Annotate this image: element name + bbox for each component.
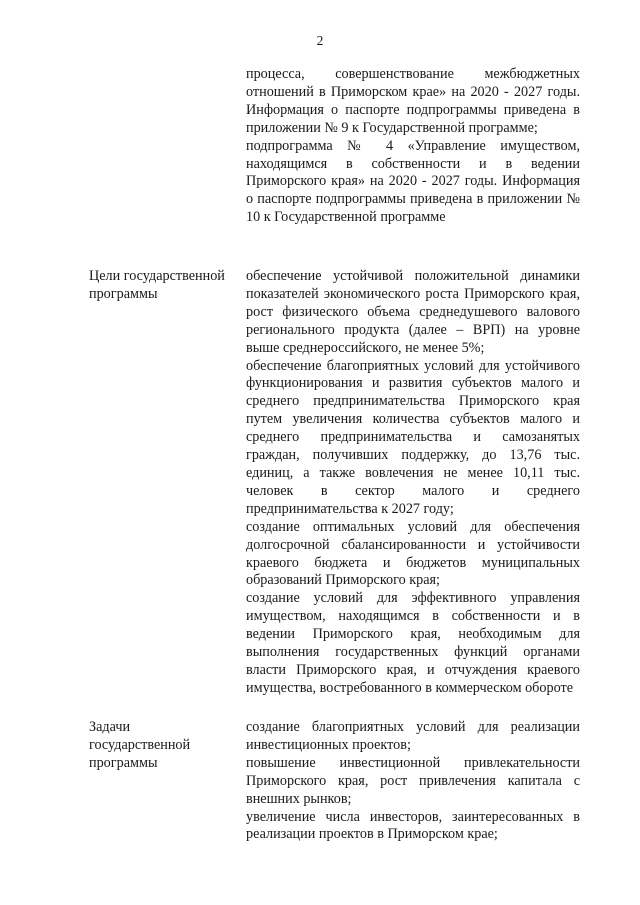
row-label: Задачи государственной программы	[89, 719, 191, 771]
paragraph: подпрограмма № 4 «Управление имуществом, находящимся в собственности и в ведении Приморского края» на 2020 - 2027 годы. Информация о паспорте подпрограммы приведена в приложении № 10 к Государственной программе	[246, 137, 580, 226]
row-label: Цели государственной программы	[89, 268, 225, 302]
paragraph: обеспечение благоприятных условий для устойчивого функционирования и развития субъектов малого и среднего предпринимательства Приморского края путем увеличения количества субъектов малого и среднего предпринимательства и самозанятых граждан, получивших поддержку, до 13,76 тыс. единиц, а также вовлечения не менее 10,11 тыс. человек в сектор малого и среднего предпринимательства к 2027 году;	[246, 357, 580, 517]
paragraph: создание условий для эффективного управления имуществом, находящимся в собственности и в ведении Приморского края, необходимым для выполнения государственных функций органами власти Приморского края, и отчуждения краевого имущества, востребованного в коммерческом обороте	[246, 590, 580, 696]
paragraph: создание оптимальных условий для обеспечения долгосрочной сбалансированности и устойчивости краевого бюджета и бюджетов муниципальных образований Приморского края;	[246, 518, 580, 589]
paragraph: обеспечение устойчивой положительной динамики показателей экономического роста Приморского края, рост физического объема среднедушевого валового регионального продукта (далее – ВРП) на уровне выше среднероссийского, не менее 5%;	[246, 268, 580, 356]
row-content	[246, 719, 580, 844]
row-content	[246, 66, 580, 227]
paragraph: процесса, совершенствование межбюджетных отношений в Приморском крае» на 2020 - 2027 годы. Информация о паспорте подпрограммы приведена в приложении № 9 к Государственной программе;	[246, 66, 580, 136]
paragraph: создание благоприятных условий для реализации инвестиционных проектов;	[246, 719, 580, 753]
row-content	[246, 268, 580, 698]
page-number: 2	[316, 33, 324, 48]
paragraph: повышение инвестиционной привлекательности Приморского края, рост привлечения капитала с внешних рынков;	[246, 754, 580, 807]
paragraph: увеличение числа инвесторов, заинтересованных в реализации проектов в Приморском крае;	[246, 808, 580, 843]
